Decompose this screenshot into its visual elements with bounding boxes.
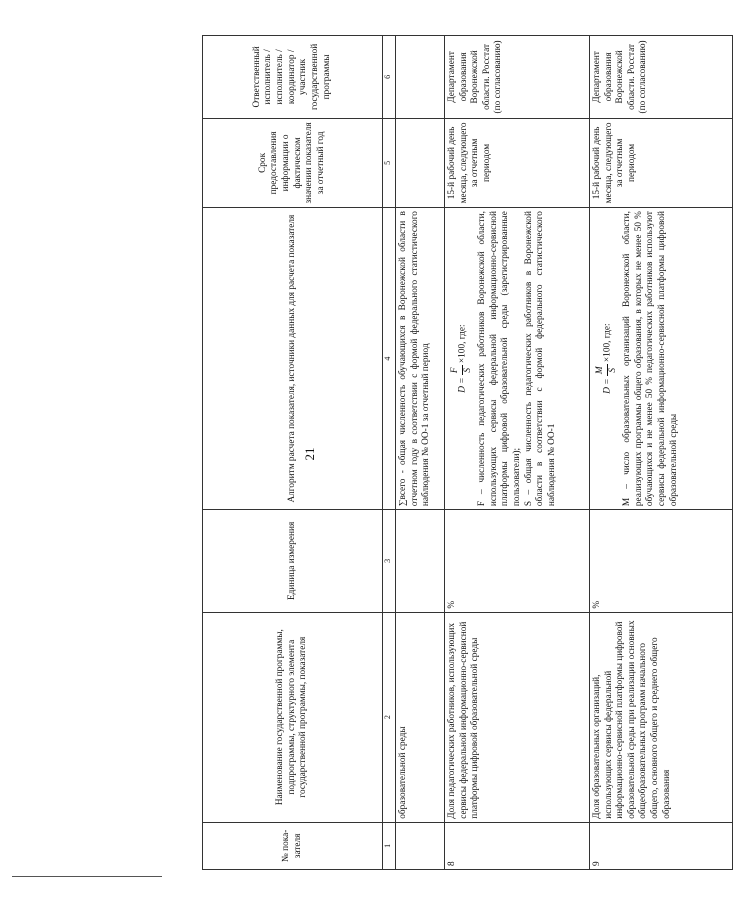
cell-name: образовательной среды [396, 612, 445, 822]
col-number: 5 [383, 118, 396, 207]
cell-name: Доля образовательных организаций, использующих сервисы федеральной информационно-сервисной платформы цифровой образовательной среды при реализации основных общеобразовательных программ начального общего, основного общего и среднего общего образования [590, 612, 733, 822]
formula [450, 211, 474, 506]
table-row [396, 36, 445, 870]
cell-responsible [396, 36, 445, 119]
formula-numerator: M [595, 364, 608, 376]
formula-denominator: S [462, 367, 473, 373]
col-number: 6 [383, 36, 396, 119]
col-number: 2 [383, 612, 396, 822]
cell-name: Доля педагогических работников, использующих сервисы федеральной информационно-сервисной платформы цифровой образовательной среды [445, 612, 590, 822]
header-algorithm: Алгоритм расчета показателя, источники данных для расчета показателя [203, 208, 383, 510]
cell-num: 8 [445, 822, 590, 869]
cell-deadline: 15-й рабочий день месяца, следующего за отчетным периодом [445, 118, 590, 207]
cell-unit: % [590, 510, 733, 612]
cell-num [396, 822, 445, 869]
cell-algorithm [590, 208, 733, 510]
algorithm-f: F – численность педагогических работников Воронежской области, использующих сервисы федеральной информационно-сервисной платформы цифровой образовательной среды (зарегистрированные пользователи); [477, 211, 523, 507]
header-unit: Единица измерения [203, 510, 383, 612]
cell-algorithm: ∑всего - общая численность обучающихся в Воронежской области в отчетном году в соответствии с формой федерального статистического наблюдения № ОО-1 за отчетный период [396, 208, 445, 510]
formula-lhs: D = [602, 378, 613, 394]
algorithm-s: S – общая численность педагогических работников в Воронежской области в соответствии с формой федерального статистического наблюдения № ОО-1 [523, 211, 557, 507]
cell-unit [396, 510, 445, 612]
header-name: Наименование государственной программы, подпрограммы, структурного элемента государственной программы, показателя [203, 612, 383, 822]
formula-fraction [595, 364, 619, 376]
table-row [445, 36, 590, 870]
column-number-row [383, 36, 396, 870]
formula-rhs: ×100, где: [602, 323, 613, 363]
cell-algorithm [445, 208, 590, 510]
cell-responsible: Департамент образования Воронежской области. Росстат (по согласованию) [590, 36, 733, 119]
cell-num: 9 [590, 822, 733, 869]
formula-fraction [450, 365, 474, 375]
footer-line [12, 876, 162, 877]
formula-lhs: D = [457, 377, 468, 393]
algorithm-m: M – число образовательных организаций Воронежской области, реализующих программы общего образования, в которых не менее 50 % обучающихся и не менее 50 % педагогических работников используют сервисы федеральной информационно-сервисной платформы цифровой образовательной среды [622, 211, 679, 507]
cell-unit: % [445, 510, 590, 612]
header-deadline: Срок предоставления информации о фактическом значении показателя за отчетный год [203, 118, 383, 207]
formula [595, 211, 619, 506]
cell-deadline: 15-й рабочий день месяца, следующего за отчетным периодом [590, 118, 733, 207]
indicator-table-rotated [202, 35, 679, 870]
table-row [590, 36, 733, 870]
col-number: 1 [383, 822, 396, 869]
cell-responsible: Департамент образования Воронежской области. Росстат (по согласованию) [445, 36, 590, 119]
formula-denominator: S [607, 367, 618, 373]
header-num: № пока-зателя [203, 822, 383, 869]
table-header-row [203, 36, 383, 870]
formula-numerator: F [450, 365, 463, 375]
indicator-table [202, 35, 733, 870]
formula-rhs: ×100, где: [457, 324, 468, 364]
col-number: 3 [383, 510, 396, 612]
header-responsible: Ответственный исполнитель / исполнитель / координатор / участник государственной программы [203, 36, 383, 119]
page-number: 21 [302, 447, 317, 461]
col-number: 4 [383, 208, 396, 510]
cell-deadline [396, 118, 445, 207]
